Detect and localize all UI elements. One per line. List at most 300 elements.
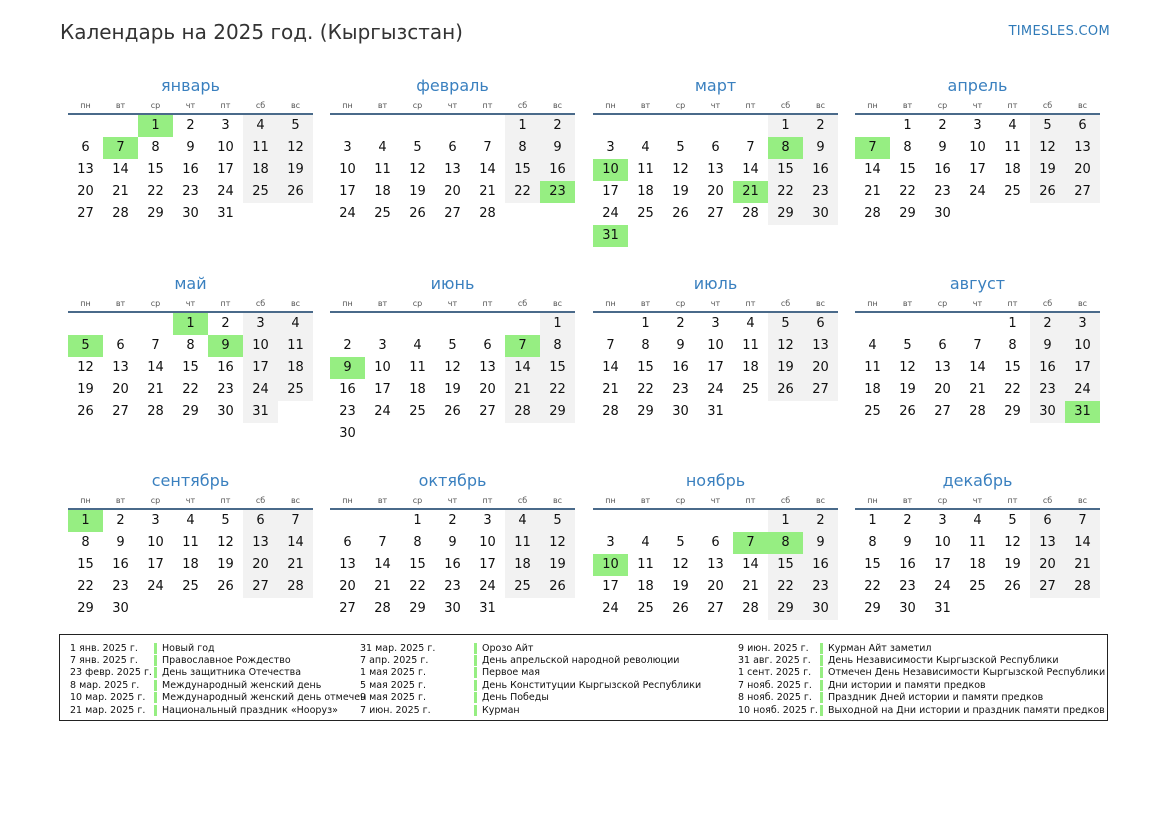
legend-item [360, 679, 701, 691]
legend-date: 9 мая 2025 г. [360, 692, 426, 704]
day-cell: 19 [77, 382, 94, 397]
holiday-day-cell: 9 [208, 335, 243, 357]
day-cell: 19 [1004, 557, 1021, 572]
day-cell: 21 [374, 579, 391, 594]
day-cell: 22 [409, 579, 426, 594]
day-cell: 30 [934, 206, 951, 221]
day-cell: 19 [278, 159, 313, 181]
legend-name: Дни истории и памяти предков [828, 679, 986, 691]
legend-item [738, 654, 1105, 666]
weekday-label: чт [447, 299, 458, 308]
legend-column-3 [738, 642, 1105, 716]
day-cell: 21 [1065, 554, 1100, 576]
day-cell: 29 [899, 206, 916, 221]
weekday-label: пн [867, 496, 878, 505]
day-cell: 10 [479, 535, 496, 550]
day-grid [855, 115, 1100, 225]
weekday-label: пт [482, 496, 493, 505]
month-name: март [694, 76, 737, 95]
day-cell: 8 [186, 338, 195, 353]
weekday-label: пт [745, 496, 756, 505]
weekday-label: чт [185, 101, 196, 110]
empty-cell [628, 115, 663, 137]
legend-color-marker [820, 692, 823, 703]
day-cell: 4 [868, 338, 877, 353]
day-cell: 24 [243, 379, 278, 401]
day-cell: 25 [864, 404, 881, 419]
day-cell: 16 [934, 162, 951, 177]
day-grid [593, 115, 838, 247]
day-cell: 18 [374, 184, 391, 199]
day-cell: 4 [641, 140, 650, 155]
weekday-label: пт [1007, 299, 1018, 308]
day-cell: 25 [637, 601, 654, 616]
day-cell: 27 [707, 206, 724, 221]
day-cell: 23 [112, 579, 129, 594]
empty-cell [855, 313, 890, 335]
day-cell: 3 [711, 316, 720, 331]
month-name: август [949, 274, 1006, 293]
legend-color-marker [820, 667, 823, 678]
weekday-label: пн [605, 496, 616, 505]
legend-name: День Независимости Кыргызской Республики [828, 655, 1059, 667]
weekday-label: сб [255, 101, 266, 110]
legend-item [738, 642, 1105, 654]
day-cell: 31 [479, 601, 496, 616]
day-cell: 19 [672, 579, 689, 594]
day-cell: 17 [602, 579, 619, 594]
month-name: ноябрь [685, 471, 746, 490]
holiday-day-cell: 10 [593, 159, 628, 181]
day-cell: 30 [444, 601, 461, 616]
day-cell: 13 [707, 557, 724, 572]
day-cell: 12 [278, 137, 313, 159]
weekday-label: вс [290, 101, 301, 110]
day-cell: 16 [182, 162, 199, 177]
month-5 [68, 274, 313, 423]
holiday-legend [59, 634, 1108, 721]
weekday-label: сб [517, 299, 528, 308]
weekday-label: вт [377, 496, 388, 505]
day-cell: 16 [112, 557, 129, 572]
weekday-label: вс [815, 496, 826, 505]
month-1 [68, 76, 313, 225]
day-cell: 16 [444, 557, 461, 572]
day-cell: 20 [934, 382, 951, 397]
day-cell: 1 [1008, 316, 1017, 331]
day-cell: 19 [409, 184, 426, 199]
day-cell: 8 [413, 535, 422, 550]
day-cell: 13 [707, 162, 724, 177]
day-cell: 5 [221, 513, 230, 528]
day-cell: 24 [147, 579, 164, 594]
legend-item [738, 679, 1105, 691]
site-link[interactable]: TIMESLES.COM [1008, 24, 1110, 39]
day-cell: 30 [1030, 401, 1065, 423]
legend-name: Праздник Дней истории и памяти предков [828, 692, 1044, 704]
empty-cell [505, 313, 540, 335]
weekday-label: вс [1077, 299, 1088, 308]
day-cell: 11 [637, 557, 654, 572]
weekday-label: пн [605, 101, 616, 110]
weekday-label: пт [220, 299, 231, 308]
day-cell: 1 [505, 115, 540, 137]
day-cell: 22 [1004, 382, 1021, 397]
empty-cell [68, 115, 103, 137]
day-cell: 14 [374, 557, 391, 572]
day-cell: 11 [409, 360, 426, 375]
empty-cell [628, 510, 663, 532]
day-cell: 30 [339, 426, 356, 441]
day-cell: 1 [903, 118, 912, 133]
day-cell: 12 [768, 335, 803, 357]
holiday-day-cell: 23 [540, 181, 575, 203]
legend-name: Орозо Айт [482, 642, 534, 654]
month-3 [593, 76, 838, 247]
day-cell: 29 [540, 401, 575, 423]
day-cell: 10 [374, 360, 391, 375]
legend-item [360, 642, 701, 654]
day-cell: 11 [243, 137, 278, 159]
day-cell: 14 [864, 162, 881, 177]
legend-date: 31 мар. 2025 г. [360, 642, 436, 654]
holiday-day-cell: 1 [173, 313, 208, 335]
day-cell: 2 [938, 118, 947, 133]
weekday-label: вт [377, 299, 388, 308]
day-cell: 8 [151, 140, 160, 155]
day-cell: 11 [637, 162, 654, 177]
day-cell: 18 [864, 382, 881, 397]
day-cell: 20 [77, 184, 94, 199]
day-cell: 17 [217, 162, 234, 177]
weekday-label: сб [1042, 299, 1053, 308]
day-cell: 13 [243, 532, 278, 554]
weekday-header [68, 99, 313, 115]
weekday-label: ср [150, 496, 161, 505]
holiday-day-cell: 1 [138, 115, 173, 137]
day-cell: 18 [182, 557, 199, 572]
empty-cell [960, 313, 995, 335]
legend-name: День Победы [482, 692, 549, 704]
legend-item [70, 679, 366, 691]
month-7 [593, 274, 838, 423]
day-cell: 11 [1004, 140, 1021, 155]
day-cell: 18 [505, 554, 540, 576]
legend-date: 8 нояб. 2025 г. [738, 692, 812, 704]
day-cell: 29 [147, 206, 164, 221]
holiday-day-cell: 10 [593, 554, 628, 576]
day-cell: 27 [1030, 576, 1065, 598]
weekday-label: пт [745, 101, 756, 110]
month-name: октябрь [418, 471, 487, 490]
day-cell: 25 [637, 206, 654, 221]
day-cell: 5 [413, 140, 422, 155]
day-cell: 14 [742, 557, 759, 572]
weekday-label: вт [902, 101, 913, 110]
day-cell: 22 [768, 576, 803, 598]
weekday-header [593, 99, 838, 115]
day-cell: 2 [903, 513, 912, 528]
legend-color-marker [154, 643, 157, 654]
weekday-label: чт [972, 299, 983, 308]
weekday-label: пт [1007, 496, 1018, 505]
legend-date: 31 авг. 2025 г. [738, 655, 811, 667]
day-cell: 5 [1008, 513, 1017, 528]
day-cell: 14 [147, 360, 164, 375]
month-name: декабрь [942, 471, 1013, 490]
day-cell: 31 [243, 401, 278, 423]
day-cell: 15 [864, 557, 881, 572]
day-cell: 4 [278, 313, 313, 335]
day-cell: 22 [147, 184, 164, 199]
day-cell: 20 [339, 579, 356, 594]
day-cell: 13 [339, 557, 356, 572]
day-cell: 26 [217, 579, 234, 594]
legend-date: 1 мая 2025 г. [360, 667, 426, 679]
day-grid [68, 115, 313, 225]
day-cell: 17 [479, 557, 496, 572]
day-cell: 1 [641, 316, 650, 331]
day-cell: 15 [182, 360, 199, 375]
day-cell: 9 [903, 535, 912, 550]
day-cell: 7 [606, 338, 615, 353]
day-cell: 23 [672, 382, 689, 397]
day-cell: 24 [602, 206, 619, 221]
empty-cell [663, 115, 698, 137]
day-cell: 18 [278, 357, 313, 379]
day-cell: 19 [672, 184, 689, 199]
weekday-label: сб [255, 299, 266, 308]
day-cell: 16 [803, 554, 838, 576]
day-cell: 6 [483, 338, 492, 353]
day-cell: 5 [1030, 115, 1065, 137]
holiday-day-cell: 31 [1065, 401, 1100, 423]
day-cell: 24 [934, 579, 951, 594]
day-cell: 17 [934, 557, 951, 572]
day-cell: 22 [768, 181, 803, 203]
month-12 [855, 471, 1100, 620]
day-cell: 2 [540, 115, 575, 137]
weekday-label: пн [80, 101, 91, 110]
legend-item [738, 692, 1105, 704]
day-cell: 29 [637, 404, 654, 419]
weekday-label: ср [675, 101, 686, 110]
day-cell: 10 [217, 140, 234, 155]
day-cell: 5 [676, 535, 685, 550]
weekday-label: пн [342, 101, 353, 110]
day-cell: 18 [637, 579, 654, 594]
day-cell: 26 [409, 206, 426, 221]
day-cell: 26 [899, 404, 916, 419]
day-cell: 16 [217, 360, 234, 375]
legend-column-2 [360, 642, 701, 716]
page-title: Календарь на 2025 год. (Кыргызстан) [60, 20, 463, 44]
day-cell: 11 [742, 338, 759, 353]
day-cell: 4 [1008, 118, 1017, 133]
weekday-label: пн [80, 496, 91, 505]
day-cell: 28 [742, 601, 759, 616]
legend-name: Выходной на Дни истории и праздник памяти предков [828, 704, 1105, 716]
day-cell: 3 [243, 313, 278, 335]
weekday-label: вс [552, 101, 563, 110]
weekday-label: пн [867, 101, 878, 110]
empty-cell [855, 115, 890, 137]
day-cell: 9 [803, 137, 838, 159]
empty-cell [138, 313, 173, 335]
day-cell: 13 [803, 335, 838, 357]
day-cell: 9 [938, 140, 947, 155]
legend-date: 7 июн. 2025 г. [360, 704, 431, 716]
day-cell: 28 [278, 576, 313, 598]
day-cell: 8 [868, 535, 877, 550]
day-cell: 7 [1065, 510, 1100, 532]
day-cell: 20 [707, 579, 724, 594]
day-cell: 16 [899, 557, 916, 572]
weekday-label: пт [1007, 101, 1018, 110]
day-cell: 2 [343, 338, 352, 353]
legend-item [70, 642, 366, 654]
legend-name: Православное Рождество [162, 655, 291, 667]
day-cell: 27 [243, 576, 278, 598]
month-9 [68, 471, 313, 620]
legend-color-marker [474, 705, 477, 716]
day-cell: 7 [973, 338, 982, 353]
weekday-label: чт [710, 101, 721, 110]
legend-name: День Конституции Кыргызской Республики [482, 679, 702, 691]
month-name: февраль [416, 76, 489, 95]
day-cell: 26 [672, 601, 689, 616]
day-cell: 22 [77, 579, 94, 594]
day-cell: 6 [116, 338, 125, 353]
legend-item [70, 704, 366, 716]
day-cell: 25 [969, 579, 986, 594]
day-cell: 18 [1004, 162, 1021, 177]
day-cell: 17 [969, 162, 986, 177]
day-cell: 20 [243, 554, 278, 576]
weekday-label: пт [220, 496, 231, 505]
day-cell: 19 [1030, 159, 1065, 181]
weekday-label: вт [640, 496, 651, 505]
legend-name: Национальный праздник «Нооруз» [162, 704, 338, 716]
weekday-label: чт [972, 496, 983, 505]
day-cell: 10 [147, 535, 164, 550]
legend-color-marker [820, 705, 823, 716]
holiday-day-cell: 9 [330, 357, 365, 379]
empty-cell [698, 115, 733, 137]
day-cell: 7 [151, 338, 160, 353]
day-cell: 13 [1030, 532, 1065, 554]
day-grid [855, 313, 1100, 423]
day-cell: 31 [217, 206, 234, 221]
weekday-label: ср [150, 101, 161, 110]
weekday-label: вт [640, 101, 651, 110]
day-cell: 21 [278, 554, 313, 576]
weekday-label: вт [115, 299, 126, 308]
day-cell: 15 [147, 162, 164, 177]
day-cell: 29 [409, 601, 426, 616]
day-cell: 26 [768, 379, 803, 401]
day-cell: 11 [505, 532, 540, 554]
holiday-day-cell: 5 [68, 335, 103, 357]
legend-date: 5 мая 2025 г. [360, 679, 426, 691]
weekday-label: сб [1042, 496, 1053, 505]
day-cell: 4 [243, 115, 278, 137]
weekday-label: ср [675, 496, 686, 505]
weekday-label: сб [517, 101, 528, 110]
day-cell: 2 [448, 513, 457, 528]
day-cell: 12 [77, 360, 94, 375]
month-8 [855, 274, 1100, 423]
day-cell: 26 [1004, 579, 1021, 594]
day-cell: 17 [147, 557, 164, 572]
day-cell: 15 [77, 557, 94, 572]
day-cell: 23 [444, 579, 461, 594]
day-cell: 17 [243, 357, 278, 379]
day-cell: 9 [1030, 335, 1065, 357]
weekday-label: чт [972, 101, 983, 110]
day-cell: 17 [339, 184, 356, 199]
month-11 [593, 471, 838, 620]
day-cell: 3 [151, 513, 160, 528]
day-cell: 6 [711, 140, 720, 155]
day-cell: 9 [116, 535, 125, 550]
weekday-label: сб [255, 496, 266, 505]
legend-color-marker [474, 692, 477, 703]
legend-column-1 [70, 642, 366, 716]
weekday-label: пн [80, 299, 91, 308]
weekday-label: вс [815, 101, 826, 110]
day-cell: 12 [444, 360, 461, 375]
legend-date: 7 янв. 2025 г. [70, 655, 138, 667]
day-grid [593, 313, 838, 423]
day-cell: 22 [899, 184, 916, 199]
legend-item [360, 654, 701, 666]
day-cell: 6 [1030, 510, 1065, 532]
day-cell: 11 [182, 535, 199, 550]
empty-cell [698, 510, 733, 532]
weekday-header [855, 494, 1100, 510]
weekday-header [593, 297, 838, 313]
day-cell: 28 [969, 404, 986, 419]
empty-cell [733, 510, 768, 532]
day-cell: 1 [768, 115, 803, 137]
day-cell: 9 [676, 338, 685, 353]
day-cell: 10 [243, 335, 278, 357]
empty-cell [365, 510, 400, 532]
day-cell: 6 [81, 140, 90, 155]
day-cell: 20 [479, 382, 496, 397]
day-cell: 27 [112, 404, 129, 419]
weekday-label: вт [115, 101, 126, 110]
day-cell: 17 [707, 360, 724, 375]
holiday-day-cell: 7 [103, 137, 138, 159]
day-cell: 3 [973, 118, 982, 133]
day-cell: 7 [378, 535, 387, 550]
month-name: июнь [430, 274, 475, 293]
day-cell: 3 [221, 118, 230, 133]
day-cell: 3 [378, 338, 387, 353]
day-cell: 30 [217, 404, 234, 419]
day-cell: 3 [938, 513, 947, 528]
empty-cell [470, 313, 505, 335]
day-cell: 11 [278, 335, 313, 357]
day-cell: 24 [602, 601, 619, 616]
day-cell: 17 [1065, 357, 1100, 379]
day-cell: 5 [278, 115, 313, 137]
month-10 [330, 471, 575, 620]
day-cell: 26 [672, 206, 689, 221]
legend-color-marker [820, 655, 823, 666]
